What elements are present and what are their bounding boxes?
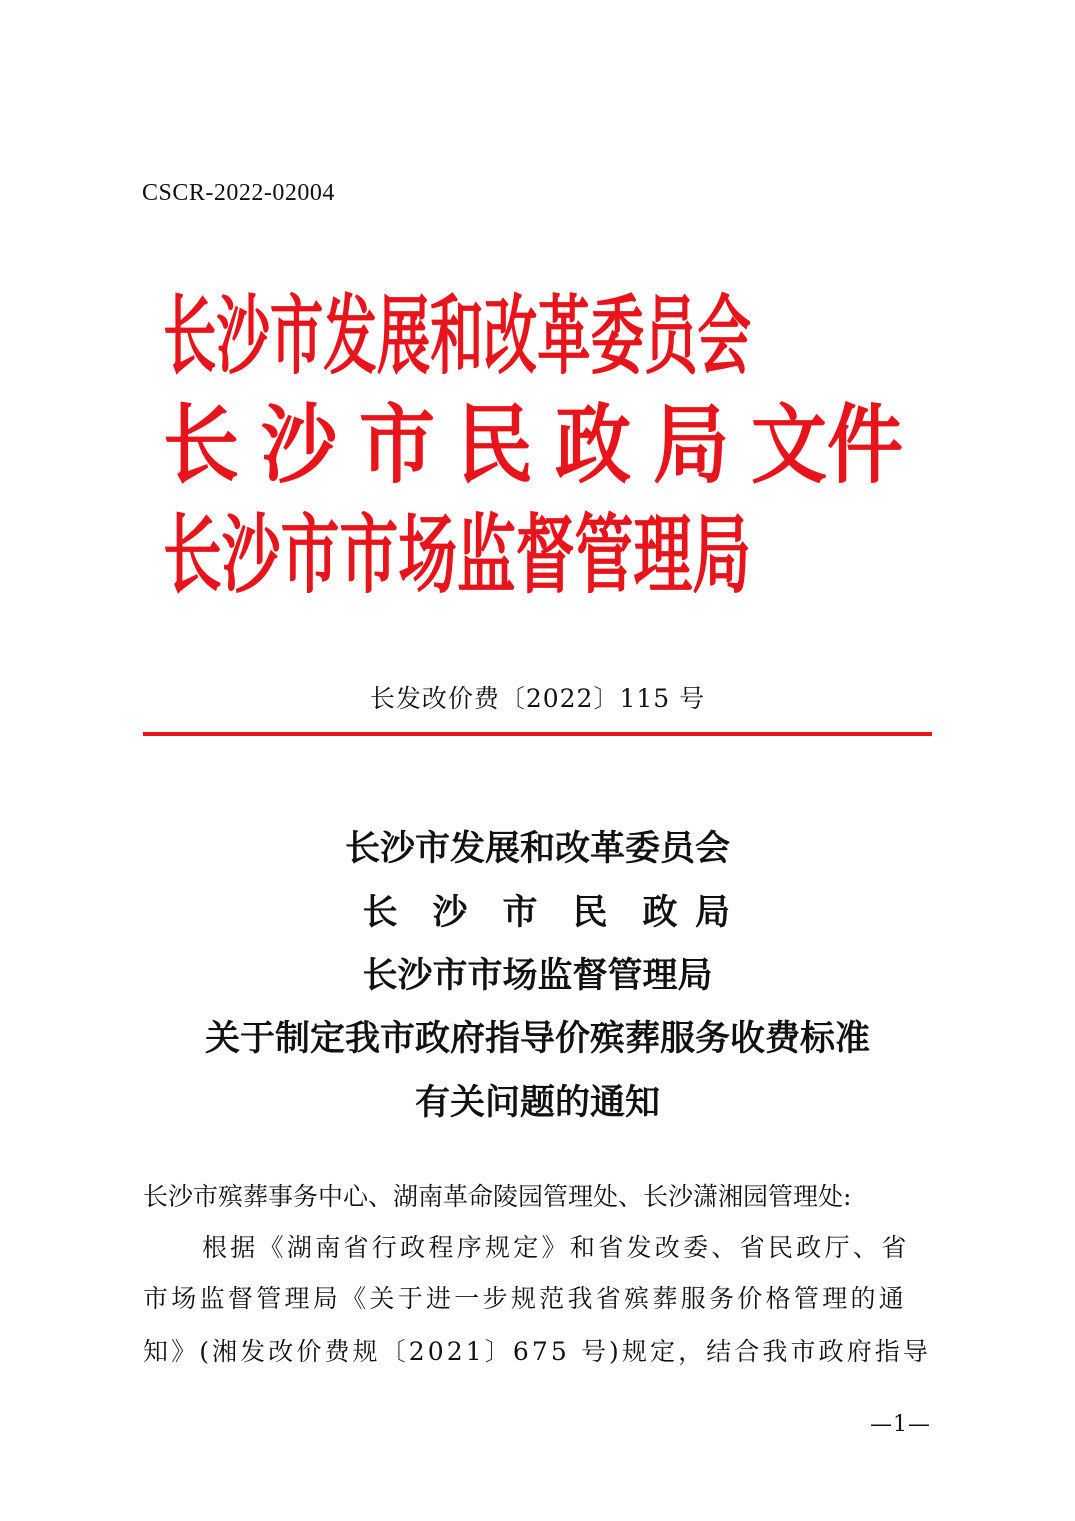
document-code: CSCR-2022-02004 — [142, 180, 335, 206]
red-header-char: 长 — [163, 394, 239, 495]
red-header-char: 市 — [359, 394, 435, 495]
red-header-char: 局 — [653, 394, 729, 495]
title-char: 市 — [502, 892, 538, 933]
salutation: 长沙市殡葬事务中心、湖南革命陵园管理处、长沙潇湘园管理处: — [143, 1182, 852, 1211]
red-header-issuer-2 — [163, 394, 903, 495]
title-line-5: 有关问题的通知 — [414, 1082, 660, 1123]
red-header-issuer-1: 长沙市发展和改革委员会 — [163, 285, 751, 386]
title-line-4: 关于制定我市政府指导价殡葬服务收费标准 — [204, 1018, 870, 1059]
red-header-issuer-3: 长沙市市场监督管理局 — [163, 504, 751, 605]
paragraph-line: 根据《湖南省行政程序规定》和省发改委、省民政厅、省 — [202, 1233, 910, 1262]
title-char: 长 — [362, 892, 398, 933]
title-line-2 — [0, 892, 1075, 933]
red-header-char: 民 — [457, 394, 533, 495]
red-divider-rule — [143, 732, 932, 736]
title-char: 政 — [642, 892, 678, 933]
file-number: 长发改价费〔2022〕115 号 — [369, 684, 706, 713]
red-header-suffix: 文件 — [751, 394, 903, 495]
paragraph-line: 市场监督管理局《关于进一步规范我省殡葬服务价格管理的通 — [143, 1284, 908, 1313]
red-header-char: 政 — [555, 394, 631, 495]
title-char: 民 — [572, 892, 608, 933]
title-line-1: 长沙市发展和改革委员会 — [344, 828, 730, 869]
title-char: 局 — [694, 892, 730, 933]
title-char: 沙 — [432, 892, 468, 933]
paragraph-line: 知》(湘发改价费规〔2021〕675 号)规定，结合我市政府指导 — [143, 1337, 931, 1366]
red-header-char: 沙 — [261, 394, 337, 495]
title-line-3: 长沙市市场监督管理局 — [362, 955, 713, 996]
page-number: —1— — [870, 1412, 931, 1437]
